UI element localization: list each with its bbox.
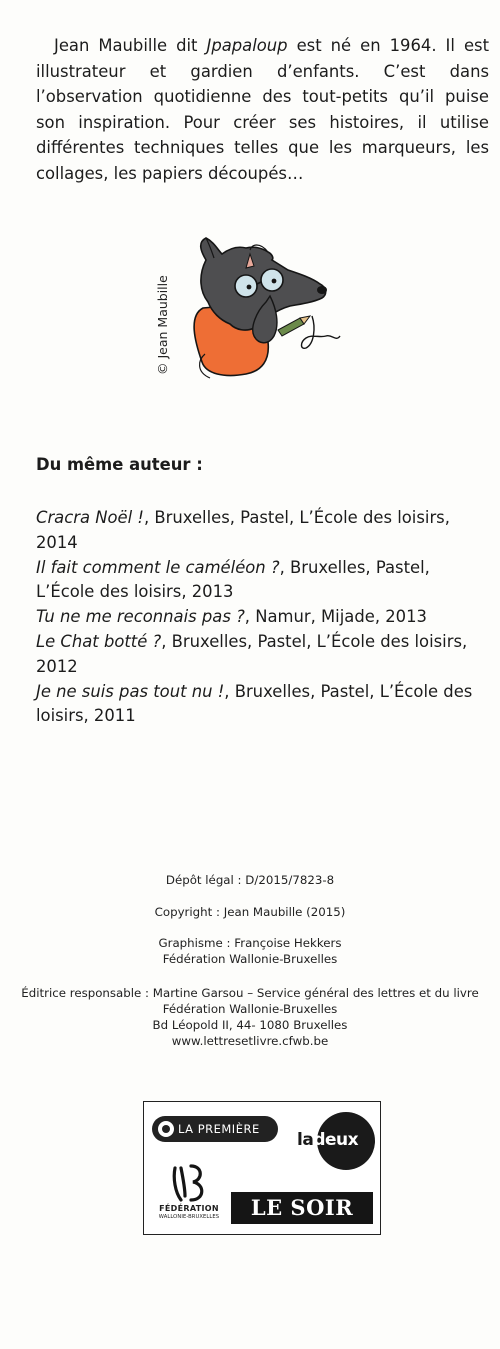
legal-deposit: Dépôt légal : D/2015/7823-8 <box>165 873 335 887</box>
la-deux-prefix: la <box>297 1130 314 1150</box>
le-soir-logo: LE SOIR <box>231 1192 373 1224</box>
bio-text-after: est né en 1964. Il est illustrateur et gardien d’enfants. C’est dans l’observation quotidienne des tout-petits qu’il puise son inspiration. Pour créer ses histoires, il utilise différentes techniques telles que les marqueurs, les collages, les papiers découpés… <box>36 36 489 183</box>
book-title: Le Chat botté ? <box>36 631 162 651</box>
graphic-design-line: Graphisme : Françoise Hekkers <box>158 936 342 950</box>
book-title: Cracra Noël ! <box>36 508 144 527</box>
copyright-line: Copyright : Jean Maubille (2015) <box>154 905 346 919</box>
la-deux-word: deux <box>313 1130 359 1150</box>
book-details: , Bruxelles, Pastel, L’École des loisirs, 2011 <box>36 681 473 726</box>
federation-label: FÉDÉRATION <box>159 1204 219 1213</box>
bibliography-item <box>36 680 489 730</box>
swirl-icon <box>158 1121 174 1137</box>
bibliography-list <box>36 506 489 729</box>
federation-sublabel: WALLONIE-BRUXELLES <box>158 1214 220 1220</box>
bibliography-item <box>36 630 489 680</box>
publisher-org: Fédération Wallonie-Bruxelles <box>162 1002 338 1016</box>
graphic-design-org: Fédération Wallonie-Bruxelles <box>162 952 338 966</box>
publisher-line: Éditrice responsable : Martine Garsou – Service général des lettres et du livre <box>21 986 479 1000</box>
publisher-address: Bd Léopold II, 44- 1080 Bruxelles <box>152 1018 348 1032</box>
scribble <box>302 316 341 348</box>
book-details: , Bruxelles, Pastel, L’École des loisirs, 2012 <box>36 631 468 676</box>
book-title: Je ne suis pas tout nu ! <box>36 681 225 701</box>
book-details: , Bruxelles, Pastel, L’École des loisirs, 2013 <box>36 557 430 602</box>
bibliography-item <box>36 605 489 630</box>
bibliography-item <box>36 506 489 556</box>
federation-logo <box>150 1160 228 1232</box>
bibliography-heading: Du même auteur : <box>36 455 203 474</box>
book-title: Il fait comment le caméléon ? <box>36 557 280 577</box>
wolf-illustration <box>150 232 350 392</box>
federation-emblem-icon <box>169 1162 209 1204</box>
bibliography-item <box>36 556 489 606</box>
book-details: , Bruxelles, Pastel, L’École des loisirs, 2014 <box>36 508 450 552</box>
book-title: Tu ne me reconnais pas ? <box>36 607 245 627</box>
author-pseudonym: Jpapaloup <box>206 36 288 55</box>
la-premiere-logo <box>152 1116 278 1142</box>
book-details: , Namur, Mijade, 2013 <box>244 607 427 627</box>
la-premiere-label: LA PREMIÈRE <box>178 1122 260 1136</box>
author-bio <box>36 33 489 186</box>
website-link[interactable]: www.lettresetlivre.cfwb.be <box>171 1034 329 1048</box>
partner-logos <box>143 1101 381 1235</box>
bio-text-before: Jean Maubille dit <box>54 36 207 55</box>
pencil <box>278 318 304 336</box>
la-deux-logo <box>297 1112 375 1172</box>
illustration-credit: © Jean Maubille <box>155 275 170 375</box>
